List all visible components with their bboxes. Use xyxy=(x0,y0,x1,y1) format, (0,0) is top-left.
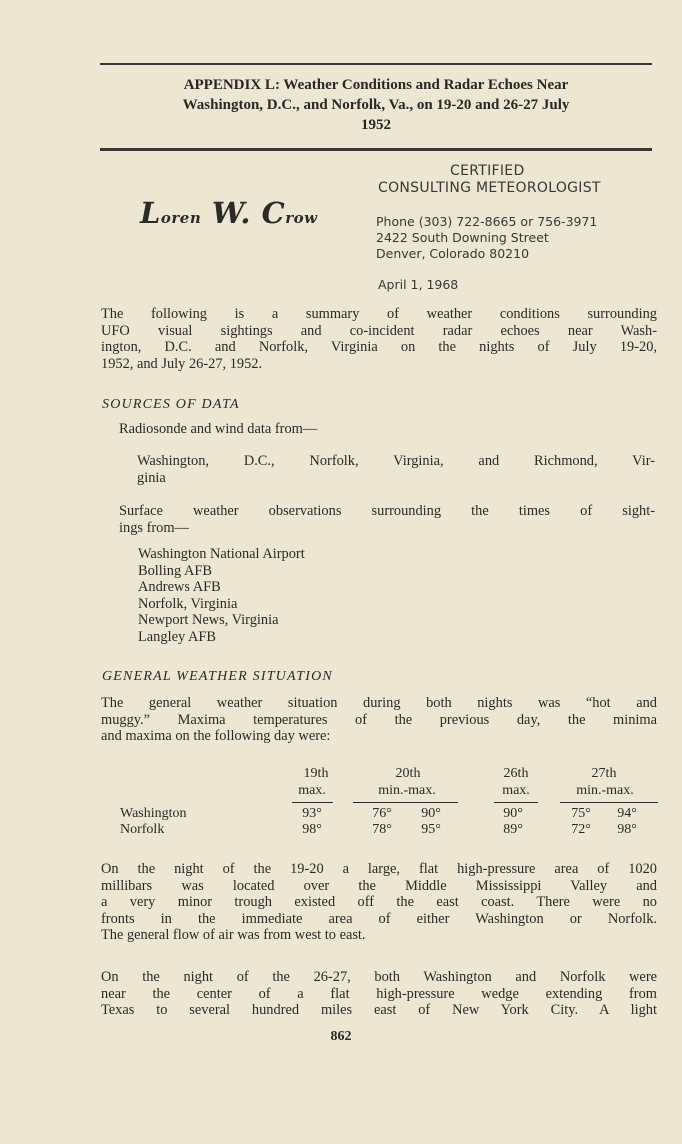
cell-20-max: 95° xyxy=(421,822,441,837)
paragraph-line: muggy.” Maxima temperatures of the previous day, the minima xyxy=(101,711,657,728)
col-sub-19th: max. xyxy=(298,783,326,798)
paragraph-line: UFO visual sightings and co-incident radar echoes near Wash- xyxy=(101,322,657,339)
radiosonde-places xyxy=(137,453,655,486)
col-header-20th: 20th xyxy=(395,766,421,781)
cell-19-max: 93° xyxy=(302,806,322,821)
name-first-rest: oren xyxy=(160,209,202,227)
name-middle: W. xyxy=(211,196,252,230)
paragraph-line: and maxima on the following day were: xyxy=(101,728,331,744)
paragraph-line: Surface weather observations surrounding the times of sight- xyxy=(119,503,655,519)
station-item: Washington National Airport xyxy=(138,546,305,562)
street-line: 2422 South Downing Street xyxy=(376,230,549,245)
general-paragraph xyxy=(101,695,657,745)
cell-26-max: 89° xyxy=(503,822,523,837)
station-item: Bolling AFB xyxy=(138,562,212,579)
col-header-26th: 26th xyxy=(503,766,529,781)
cell-20-min: 76° xyxy=(372,806,392,821)
table-rule xyxy=(560,802,658,803)
paragraph-line: On the night of the 26-27, both Washington and Norfolk were xyxy=(101,969,657,985)
col-header-27th: 27th xyxy=(591,766,617,781)
general-heading: GENERAL WEATHER SITUATION xyxy=(102,669,333,684)
surface-observations xyxy=(119,503,655,536)
appendix-title-line: Washington, D.C., and Norfolk, Va., on 19-20 and 26-27 July xyxy=(182,97,570,113)
paragraph-line: On the night of the 19-20 a large, flat high-pressure area of 1020 xyxy=(101,861,657,877)
paragraph-line: The general weather situation during both nights was “hot and xyxy=(101,695,657,711)
letterhead-contact xyxy=(376,214,597,262)
top-rule xyxy=(100,63,652,65)
letterhead-title xyxy=(378,163,601,197)
paragraph-line: near the center of a flat high-pressure wedge extending from xyxy=(101,985,657,1002)
cell-20-min: 78° xyxy=(372,822,392,837)
letter-date: April 1, 1968 xyxy=(378,277,459,292)
station-item: Norfolk, Virginia xyxy=(138,595,238,612)
paragraph-line: The general flow of air was from west to east. xyxy=(101,927,366,943)
table-rule xyxy=(494,802,538,803)
name-last-initial: C xyxy=(261,196,286,230)
cell-26-max: 90° xyxy=(503,806,523,821)
cell-19-max: 98° xyxy=(302,822,322,837)
sources-heading: SOURCES OF DATA xyxy=(102,397,240,412)
certified-label: CERTIFIED xyxy=(450,163,525,179)
station-item: Newport News, Virginia xyxy=(138,612,279,628)
paragraph-line: ings from— xyxy=(119,519,189,536)
night-19-20-paragraph xyxy=(101,861,657,944)
night-26-27-paragraph xyxy=(101,969,657,1019)
paragraph-line: fronts in the immediate area of either Washington or Norfolk. xyxy=(101,910,657,927)
paragraph-line: a very minor trough existed off the east coast. There were no xyxy=(101,894,657,910)
bottom-rule xyxy=(100,148,652,151)
paragraph-line: Texas to several hundred miles east of New York City. A light xyxy=(101,1002,657,1018)
col-sub-26th: max. xyxy=(502,783,530,798)
cell-27-max: 98° xyxy=(617,822,637,837)
paragraph-line: Washington, D.C., Norfolk, Virginia, and Richmond, Vir- xyxy=(137,453,655,469)
paragraph-line: millibars was located over the Middle Mississippi Valley and xyxy=(101,877,657,894)
paragraph-line: ginia xyxy=(137,469,166,486)
paragraph-line: The following is a summary of weather conditions surrounding xyxy=(101,306,657,322)
table-rule xyxy=(292,802,333,803)
col-sub-27th: min.-max. xyxy=(576,783,634,798)
city-line: Denver, Colorado 80210 xyxy=(376,246,530,261)
row-place-washington: Washington xyxy=(120,806,187,821)
appendix-title xyxy=(100,75,652,135)
cell-27-max: 94° xyxy=(617,806,637,821)
phone-line: Phone (303) 722-8665 or 756-3971 xyxy=(376,214,598,229)
cell-20-max: 90° xyxy=(421,806,441,821)
cell-27-min: 75° xyxy=(571,806,591,821)
paragraph-line: ington, D.C. and Norfolk, Virginia on the nights of July 19-20, xyxy=(101,339,657,355)
col-header-19th: 19th xyxy=(303,766,329,781)
appendix-title-line: 1952 xyxy=(361,117,391,133)
appendix-title-line: APPENDIX L: Weather Conditions and Radar Echoes Near xyxy=(183,77,569,93)
station-list xyxy=(138,546,305,645)
paragraph-line: 1952, and July 26-27, 1952. xyxy=(101,355,263,372)
station-item: Andrews AFB xyxy=(138,579,221,595)
name-last-rest: row xyxy=(285,209,318,227)
temperature-table xyxy=(0,766,682,846)
table-rule xyxy=(353,802,458,803)
row-place-norfolk: Norfolk xyxy=(120,822,165,837)
radiosonde-line: Radiosonde and wind data from— xyxy=(119,421,318,437)
station-item: Langley AFB xyxy=(138,628,216,645)
consulting-label: CONSULTING METEOROLOGIST xyxy=(378,180,601,196)
col-sub-20th: min.-max. xyxy=(378,783,436,798)
name-first-initial: L xyxy=(140,196,161,230)
intro-paragraph xyxy=(101,306,657,372)
cell-27-min: 72° xyxy=(571,822,591,837)
letterhead-name xyxy=(140,196,318,230)
page-number: 862 xyxy=(330,1029,352,1044)
